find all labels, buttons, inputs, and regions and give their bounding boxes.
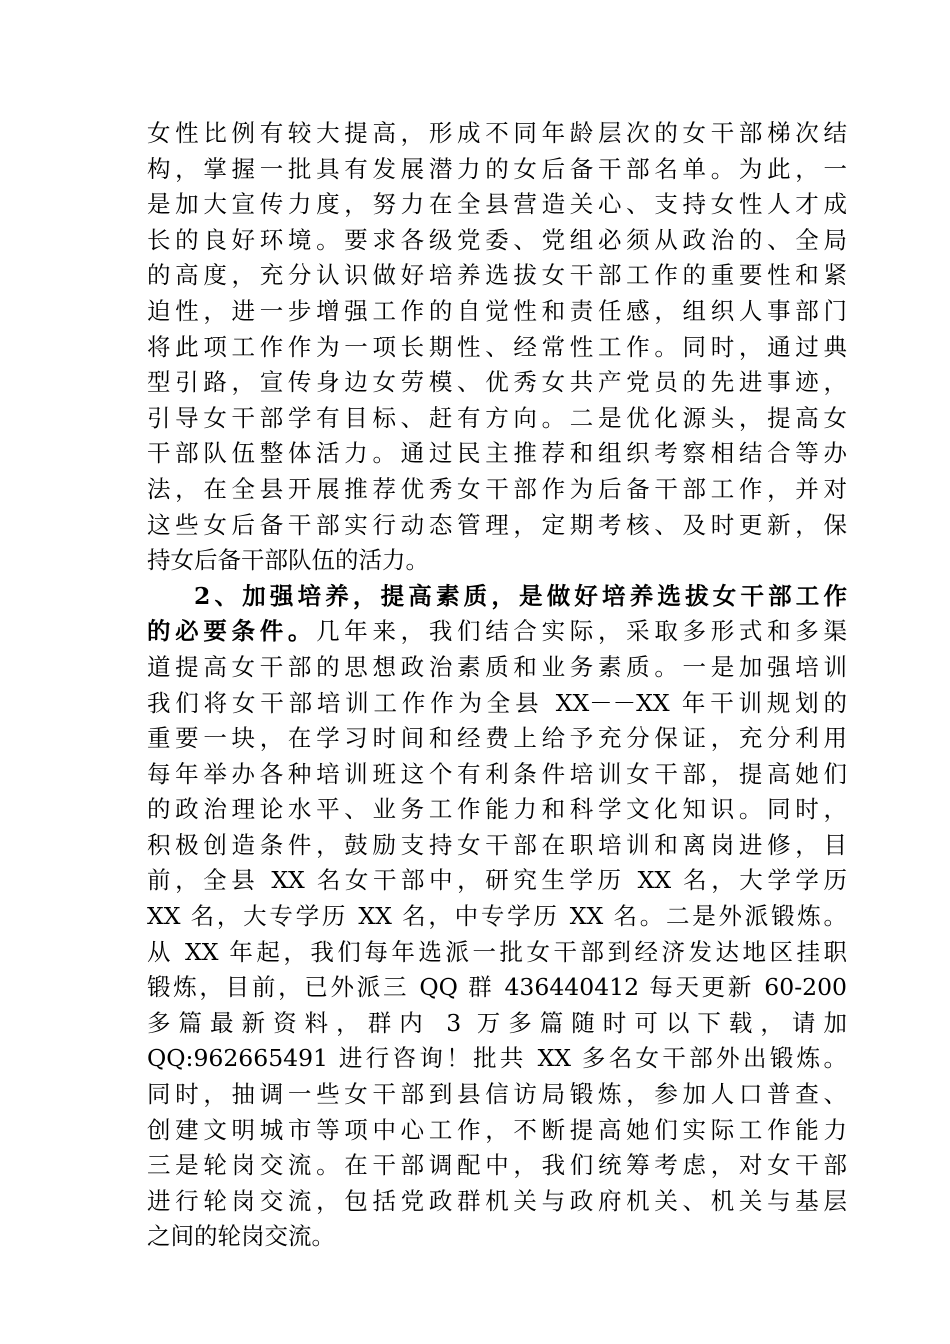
text-line: 多篇最新资料，群内 3 万多篇随时可以下载，请加 (147, 1008, 847, 1037)
text-line: 之间的轮岗交流。 (147, 1222, 335, 1251)
text-line: 是加大宣传力度，努力在全县营造关心、支持女性人才成 (147, 190, 847, 219)
text-line: 迫性，进一步增强工作的自觉性和责任感，组织人事部门 (147, 296, 847, 325)
text-line: 三是轮岗交流。在干部调配中，我们统筹考虑，对女干部 (147, 1151, 847, 1180)
text-line: 进行轮岗交流，包括党政群机关与政府机关、机关与基层 (147, 1186, 847, 1215)
text-line: 女性比例有较大提高，形成不同年龄层次的女干部梯次结 (147, 119, 847, 147)
text-line: 干部队伍整体活力。通过民主推荐和组织考察相结合等办 (147, 439, 847, 468)
text-line: XX 名，大专学历 XX 名，中专学历 XX 名。二是外派锻炼。 (147, 902, 847, 931)
text-line: 的高度，充分认识做好培养选拔女干部工作的重要性和紧 (147, 261, 847, 290)
text-line: 从 XX 年起，我们每年选派一批女干部到经济发达地区挂职 (147, 937, 847, 966)
text-line: 锻炼，目前，已外派三 QQ 群 436440412 每天更新 60-200 (147, 973, 847, 1002)
text-line: 将此项工作作为一项长期性、经常性工作。同时，通过典 (147, 332, 847, 361)
text-line: 每年举办各种培训班这个有利条件培训女干部，提高她们 (147, 759, 847, 788)
text-line: 积极创造条件，鼓励支持女干部在职培训和离岗进修，目 (147, 830, 847, 859)
text-line: 的政治理论水平、业务工作能力和科学文化知识。同时， (147, 795, 847, 824)
text-line: 我们将女干部培训工作作为全县 XX－－XX 年干训规划的 (147, 688, 847, 717)
text-line: 法，在全县开展推荐优秀女干部作为后备干部工作，并对 (147, 474, 847, 503)
text-line: 道提高女干部的思想政治素质和业务素质。一是加强培训 (147, 652, 847, 681)
section-heading-end: 的必要条件。 (147, 617, 317, 646)
text-line: 重要一块，在学习时间和经费上给予充分保证，充分利用 (147, 724, 847, 753)
text-line: 这些女后备干部实行动态管理，定期考核、及时更新，保 (147, 510, 847, 539)
text-line: 创建文明城市等项中心工作，不断提高她们实际工作能力 (147, 1115, 847, 1144)
text-run: 几年来，我们结合实际，采取多形式和多渠 (316, 617, 847, 646)
text-line: 前，全县 XX 名女干部中，研究生学历 XX 名，大学学历 (147, 866, 847, 895)
text-line: 持女后备干部队伍的活力。 (147, 546, 429, 575)
text-line: 构，掌握一批具有发展潜力的女后备干部名单。为此，一 (147, 154, 847, 183)
text-line: 引导女干部学有目标、赶有方向。二是优化源头，提高女 (147, 403, 847, 432)
text-line: QQ:962665491 进行咨询！批共 XX 多名女干部外出锻炼。 (147, 1044, 847, 1073)
text-line: 长的良好环境。要求各级党委、党组必须从政治的、全局 (147, 225, 847, 254)
text-line: 型引路，宣传身边女劳模、优秀女共产党员的先进事迹， (147, 368, 847, 397)
text-line: 同时，抽调一些女干部到县信访局锻炼，参加人口普查、 (147, 1080, 847, 1109)
section-heading: 2、加强培养，提高素质，是做好培养选拔女干部工作 (194, 581, 847, 610)
body-text (147, 116, 847, 1255)
text-line (147, 614, 847, 650)
